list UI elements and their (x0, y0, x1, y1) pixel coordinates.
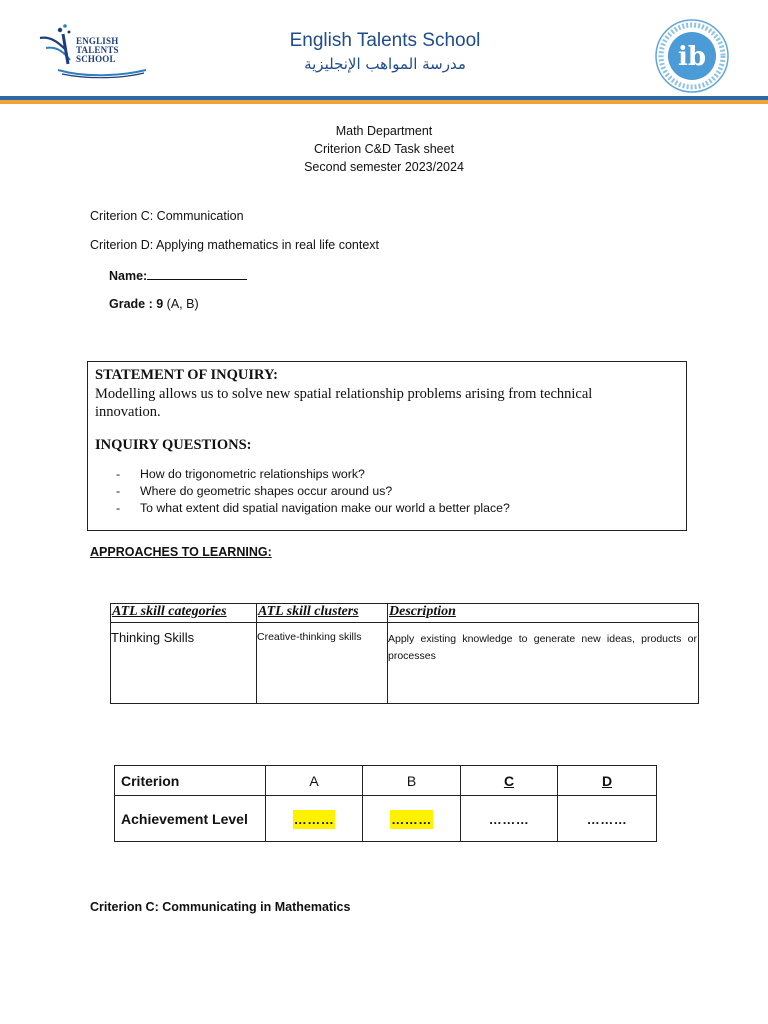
atl-header-categories: ATL skill categories (111, 604, 257, 623)
department-title: Math Department (335, 124, 433, 138)
criterion-d-letter: D (601, 772, 613, 789)
grade-value: 9 (156, 297, 164, 311)
logo-line-2: TALENTS (76, 45, 119, 55)
level-d-value: ……… (586, 811, 628, 827)
name-blank[interactable] (147, 268, 247, 280)
table-row (111, 623, 699, 704)
atl-header-description: Description (388, 604, 699, 623)
logo-wordmark (76, 37, 119, 64)
criterion-c-section-title: Criterion C: Communicating in Mathematics (90, 900, 351, 914)
atl-description-cell: Apply existing knowledge to generate new ideas, products or processes (388, 623, 699, 704)
approaches-to-learning-heading: APPROACHES TO LEARNING: (90, 545, 272, 559)
atl-cluster-cell: Creative-thinking skills (257, 623, 388, 704)
grade-sections: (A, B) (163, 297, 199, 311)
achievement-table (114, 765, 657, 842)
school-name-english: English Talents School (289, 30, 481, 51)
criterion-d-intro: Criterion D: Applying mathematics in real life context (90, 238, 380, 252)
school-name-arabic: مدرسة المواهب الإنجليزية (304, 55, 466, 73)
atl-header-clusters: ATL skill clusters (257, 604, 388, 623)
criterion-c-header (461, 766, 558, 796)
criterion-row-label: Criterion (115, 766, 266, 796)
criterion-c-intro: Criterion C: Communication (90, 209, 244, 223)
header-band-orange (0, 100, 768, 104)
inquiry-question: Where do geometric shapes occur around us? (140, 484, 393, 498)
atl-table (110, 603, 699, 704)
inquiry-questions-list (116, 466, 510, 517)
level-c-cell[interactable] (461, 796, 558, 842)
level-b-cell[interactable] (363, 796, 461, 842)
list-item: - How do trigonometric relationships work? (116, 467, 365, 481)
name-field[interactable] (109, 268, 247, 283)
logo-line-1: ENGLISH (76, 36, 119, 46)
list-item: - Where do geometric shapes occur around us? (116, 484, 393, 498)
level-a-cell[interactable] (266, 796, 363, 842)
level-b-value: ……… (391, 811, 432, 827)
achievement-level-label: Achievement Level (115, 796, 266, 842)
criterion-b-header: B (363, 766, 461, 796)
semester-title: Second semester 2023/2024 (304, 160, 464, 174)
inquiry-question: How do trigonometric relationships work? (140, 467, 365, 481)
ib-seal-icon (654, 18, 730, 94)
table-header-row (111, 604, 699, 623)
english-talents-school-logo (36, 20, 154, 80)
criterion-a-header: A (266, 766, 363, 796)
ib-letters: ib (677, 42, 707, 72)
inquiry-question: To what extent did spatial navigation make our world a better place? (140, 501, 510, 515)
inquiry-questions-heading: INQUIRY QUESTIONS: (95, 437, 252, 453)
name-label: Name: (109, 269, 148, 283)
table-row (115, 766, 657, 796)
level-d-cell[interactable] (558, 796, 657, 842)
list-item: - To what extent did spatial navigation make our world a better place? (116, 501, 510, 515)
statement-of-inquiry-heading: STATEMENT OF INQUIRY: (95, 367, 278, 383)
table-row (115, 796, 657, 842)
criterion-c-letter: C (503, 772, 515, 789)
task-title: Criterion C&D Task sheet (313, 142, 455, 156)
logo-line-3: SCHOOL (76, 54, 116, 64)
level-a-value: ……… (293, 811, 335, 827)
ib-world-school-logo (654, 18, 730, 94)
statement-of-inquiry-text: Modelling allows us to solve new spatial relationship problems arising from technical innovation. (95, 386, 593, 420)
grade-field (109, 297, 199, 311)
criterion-d-header (558, 766, 657, 796)
level-c-value: ……… (488, 811, 530, 827)
atl-category-cell: Thinking Skills (111, 623, 257, 704)
inquiry-box (87, 361, 687, 531)
grade-label: Grade : (109, 297, 157, 311)
